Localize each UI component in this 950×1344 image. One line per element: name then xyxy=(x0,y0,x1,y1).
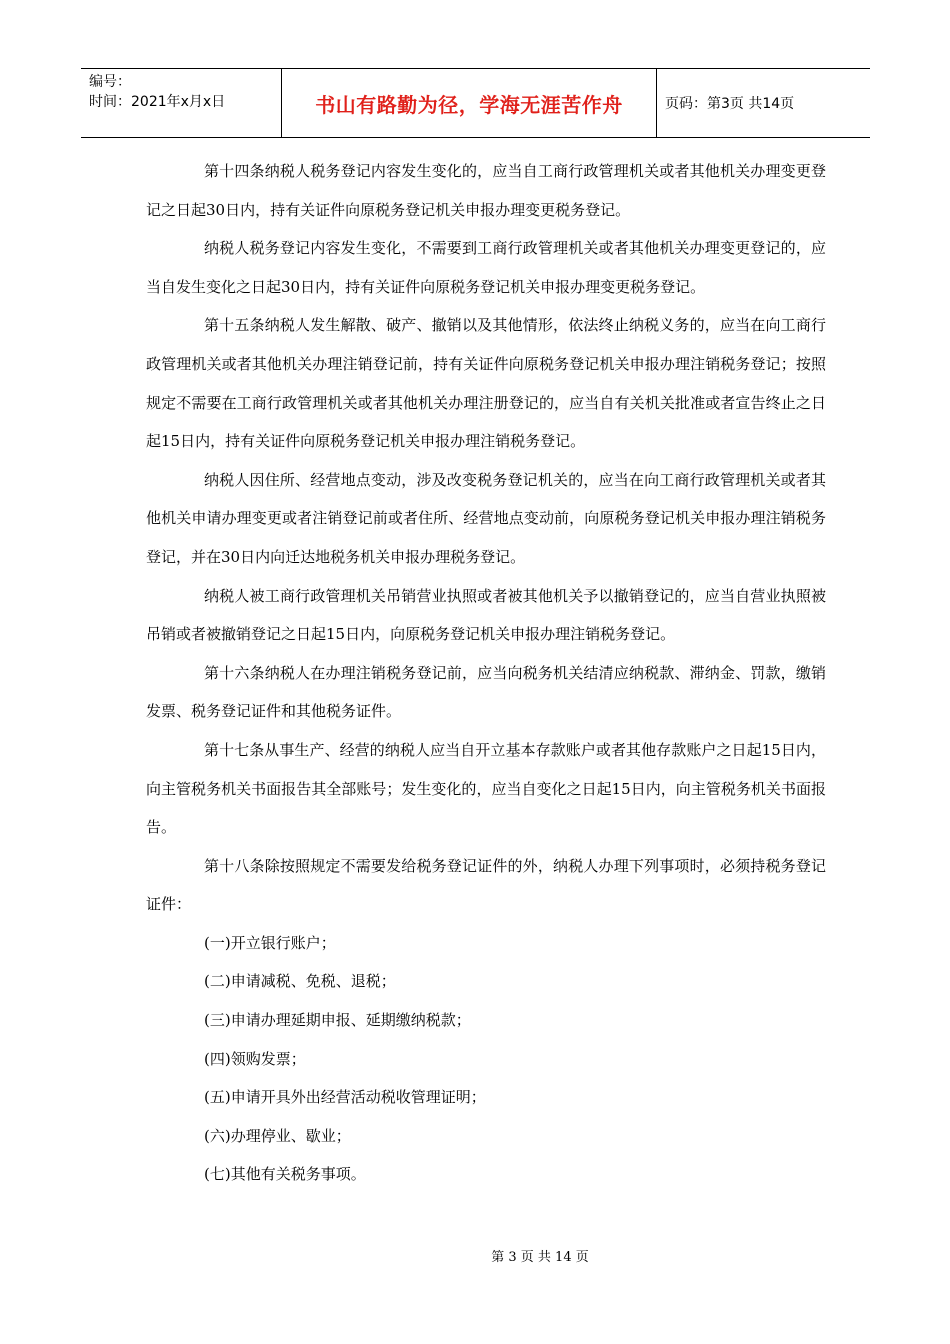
paragraph: 第十四条纳税人税务登记内容发生变化的，应当自工商行政管理机关或者其他机关办理变更登记之日起30日内，持有关证件向原税务登记机关申报办理变更税务登记。 xyxy=(146,162,826,219)
document-number-label: 编号： xyxy=(89,74,131,90)
list-item: (三)申请办理延期申报、延期缴纳税款； xyxy=(204,1011,471,1030)
paragraph: 纳税人因住所、经营地点变动，涉及改变税务登记机关的，应当在向工商行政管理机关或者其他机关申请办理变更或者注销登记前或者住所、经营地点变动前，向原税务登记机关申报办理注销税务登记，并在30日内向迁达地税务机关申报办理税务登记。 xyxy=(146,470,826,566)
header-meta xyxy=(81,69,281,137)
header-page-label: 页码：第3页 共14页 xyxy=(665,96,795,112)
list-item: (五)申请开具外出经营活动税收管理证明； xyxy=(204,1088,486,1107)
page-header xyxy=(81,68,870,138)
page-footer: 第 3 页 共 14 页 xyxy=(491,1250,589,1265)
paragraph: 第十八条除按照规定不需要发给税务登记证件的外，纳税人办理下列事项时，必须持税务登记证件： xyxy=(146,856,826,914)
list-item: (四)领购发票； xyxy=(204,1049,306,1068)
paragraph: 第十七条从事生产、经营的纳税人应当自开立基本存款账户或者其他存款账户之日起15日内，向主管税务机关书面报告其全部账号；发生变化的，应当自变化之日起15日内，向主管税务机关书面报告。 xyxy=(146,740,826,837)
list-item: (二)申请减税、免税、退税； xyxy=(204,972,396,991)
paragraph: 纳税人税务登记内容发生变化，不需要到工商行政管理机关或者其他机关办理变更登记的，应当自发生变化之日起30日内，持有关证件向原税务登记机关申报办理变更税务登记。 xyxy=(146,239,826,296)
list-item: (一)开立银行账户； xyxy=(204,933,336,952)
document-time-label: 时间：2021年x月x日 xyxy=(89,94,226,110)
paragraph: 第十六条纳税人在办理注销税务登记前，应当向税务机关结清应纳税款、滞纳金、罚款，缴销发票、税务登记证件和其他税务证件。 xyxy=(146,663,826,721)
header-motto: 书山有路勤为径，学海无涯苦作舟 xyxy=(281,69,657,137)
paragraph: 第十五条纳税人发生解散、破产、撤销以及其他情形，依法终止纳税义务的，应当在向工商行政管理机关或者其他机关办理注销登记前，持有关证件向原税务登记机关申报办理注销税务登记；按照规定不需要在工商行政管理机关或者其他机关办理注册登记的，应当自有关机关批准或者宣告终止之日起15日内，持有关证件向原税务登记机关申报办理注销税务登记。 xyxy=(146,316,826,451)
paragraph: 纳税人被工商行政管理机关吊销营业执照或者被其他机关予以撤销登记的，应当自营业执照被吊销或者被撤销登记之日起15日内，向原税务登记机关申报办理注销税务登记。 xyxy=(146,586,826,644)
list-item: (六)办理停业、歇业； xyxy=(204,1126,351,1145)
list-item: (七)其他有关税务事项。 xyxy=(204,1165,366,1184)
document-body xyxy=(146,152,826,1194)
